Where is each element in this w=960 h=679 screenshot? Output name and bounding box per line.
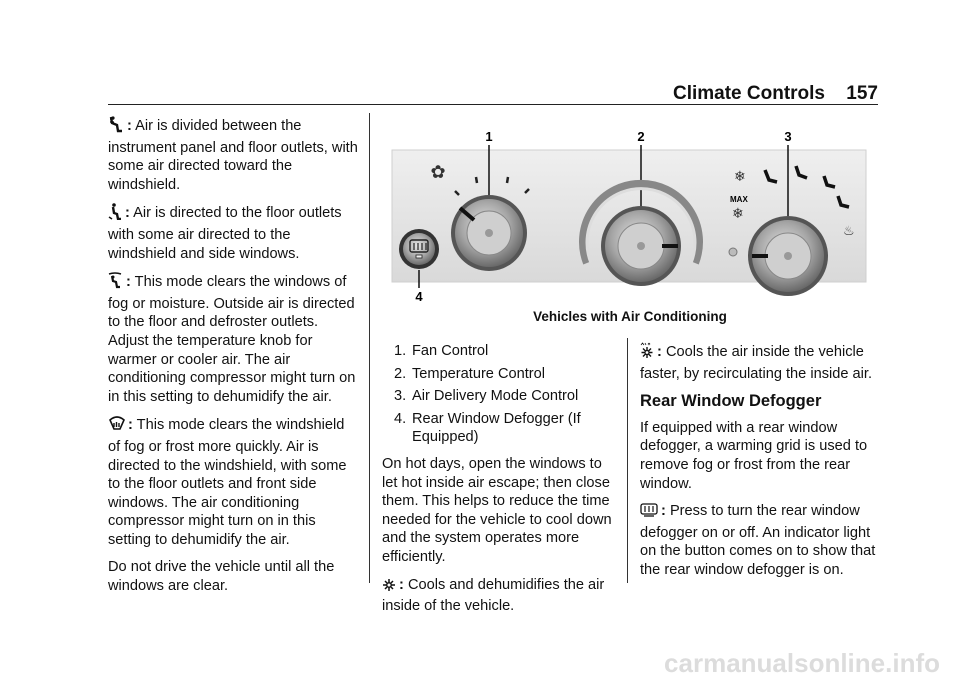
defogger-intro: If equipped with a rear window defogger, a warming grid is used to remove fog or frost from the rear window.: [640, 419, 868, 492]
air-conditioning-icon: [382, 578, 396, 598]
climate-control-figure: [382, 128, 878, 303]
ac-icon: ❄: [734, 169, 746, 185]
callout-4: 4: [415, 289, 423, 303]
list-item: 4. Rear Window Defogger (If Equipped): [394, 410, 581, 446]
callout-2: 2: [637, 129, 645, 144]
floor-mode-icon: [108, 203, 122, 226]
item-text: Cools the air inside the vehicle faster, by recirculating the inside air.: [640, 344, 872, 382]
page-number: 157: [846, 83, 878, 104]
hot-days-paragraph: On hot days, open the windows to let hot inside air escape; then close them. This helps to reduce the time needed for the vehicle to cool down and the system operates more efficiently.: [382, 455, 612, 565]
rear-defogger-icon: [640, 503, 658, 524]
max-ac-icon: [640, 342, 654, 365]
defog-mode-icon: [108, 272, 123, 295]
section-title: Climate Controls: [672, 83, 825, 104]
callout-3: 3: [784, 129, 792, 144]
max-ac-item: [640, 342, 878, 383]
header-rule: [108, 104, 878, 105]
item-colon: :: [657, 344, 662, 360]
fan-speed-tick: [476, 177, 477, 183]
item-text: This mode clears the windshield of fog or frost more quickly. Air is directed to the windshield, with some to the floor outlets and front side windows. The air conditioning compressor might turn on in this setting to dehumidify the air.: [108, 417, 347, 548]
item-text: This mode clears the windows of fog or moisture. Outside air is directed to the floor and defroster outlets. Adjust the temperature knob for warmer or cooler air. The air conditioning compressor might turn on in this setting to dehumidify the air.: [108, 274, 356, 405]
closing-paragraph: Do not drive the vehicle until all the windows are clear.: [108, 559, 335, 595]
mode-item-defog: [108, 272, 358, 406]
fan-icon: ✿: [430, 162, 446, 183]
middle-column: [382, 342, 614, 625]
defogger-item: [640, 502, 878, 579]
left-column: [108, 116, 358, 605]
ac-indicator: [729, 248, 737, 256]
column-divider-right: [627, 338, 628, 583]
watermark: carmanualsonline.info: [664, 648, 940, 678]
item-text: Air is divided between the instrument panel and floor outlets, with some air directed toward the windshield.: [108, 118, 358, 193]
figure-legend-list: [382, 342, 614, 447]
list-item: 2. Temperature Control: [394, 365, 546, 382]
item-text: Press to turn the rear window defogger on or off. An indicator light on the button comes on to show that the rear window defogger is on.: [640, 503, 876, 578]
list-item: 3. Air Delivery Mode Control: [394, 388, 579, 405]
item-colon: :: [128, 417, 133, 434]
mode-item-bilevel: [108, 116, 358, 194]
right-column: [640, 342, 878, 589]
item-text: Air is directed to the floor outlets with some air directed to the windshield and side windows.: [108, 205, 342, 262]
item-colon: :: [399, 576, 404, 593]
item-colon: :: [126, 274, 131, 291]
max-ac-icon: ❄: [732, 206, 744, 222]
page-header: [0, 0, 960, 110]
rear-defogger-button: [399, 229, 439, 269]
list-item: 1. Fan Control: [394, 343, 489, 359]
section-heading: Rear Window Defogger: [640, 392, 822, 411]
mode-item-defrost: [108, 415, 358, 549]
column-divider-left: [369, 113, 370, 583]
item-colon: :: [125, 205, 130, 222]
defrost-mode-icon: [108, 415, 125, 438]
callout-1: 1: [485, 129, 493, 144]
item-text: Cools and dehumidifies the air inside of the vehicle.: [382, 576, 605, 615]
item-colon: :: [127, 118, 132, 134]
figure-caption: Vehicles with Air Conditioning: [533, 309, 727, 324]
bilevel-defrost-floor-mode-icon: [108, 116, 124, 139]
fan-speed-tick: [507, 177, 508, 183]
ac-item: [382, 576, 614, 616]
max-label: MAX: [730, 195, 748, 204]
item-colon: :: [661, 503, 666, 520]
mode-item-floor: [108, 203, 358, 263]
defrost-icon: ♨: [843, 224, 855, 239]
